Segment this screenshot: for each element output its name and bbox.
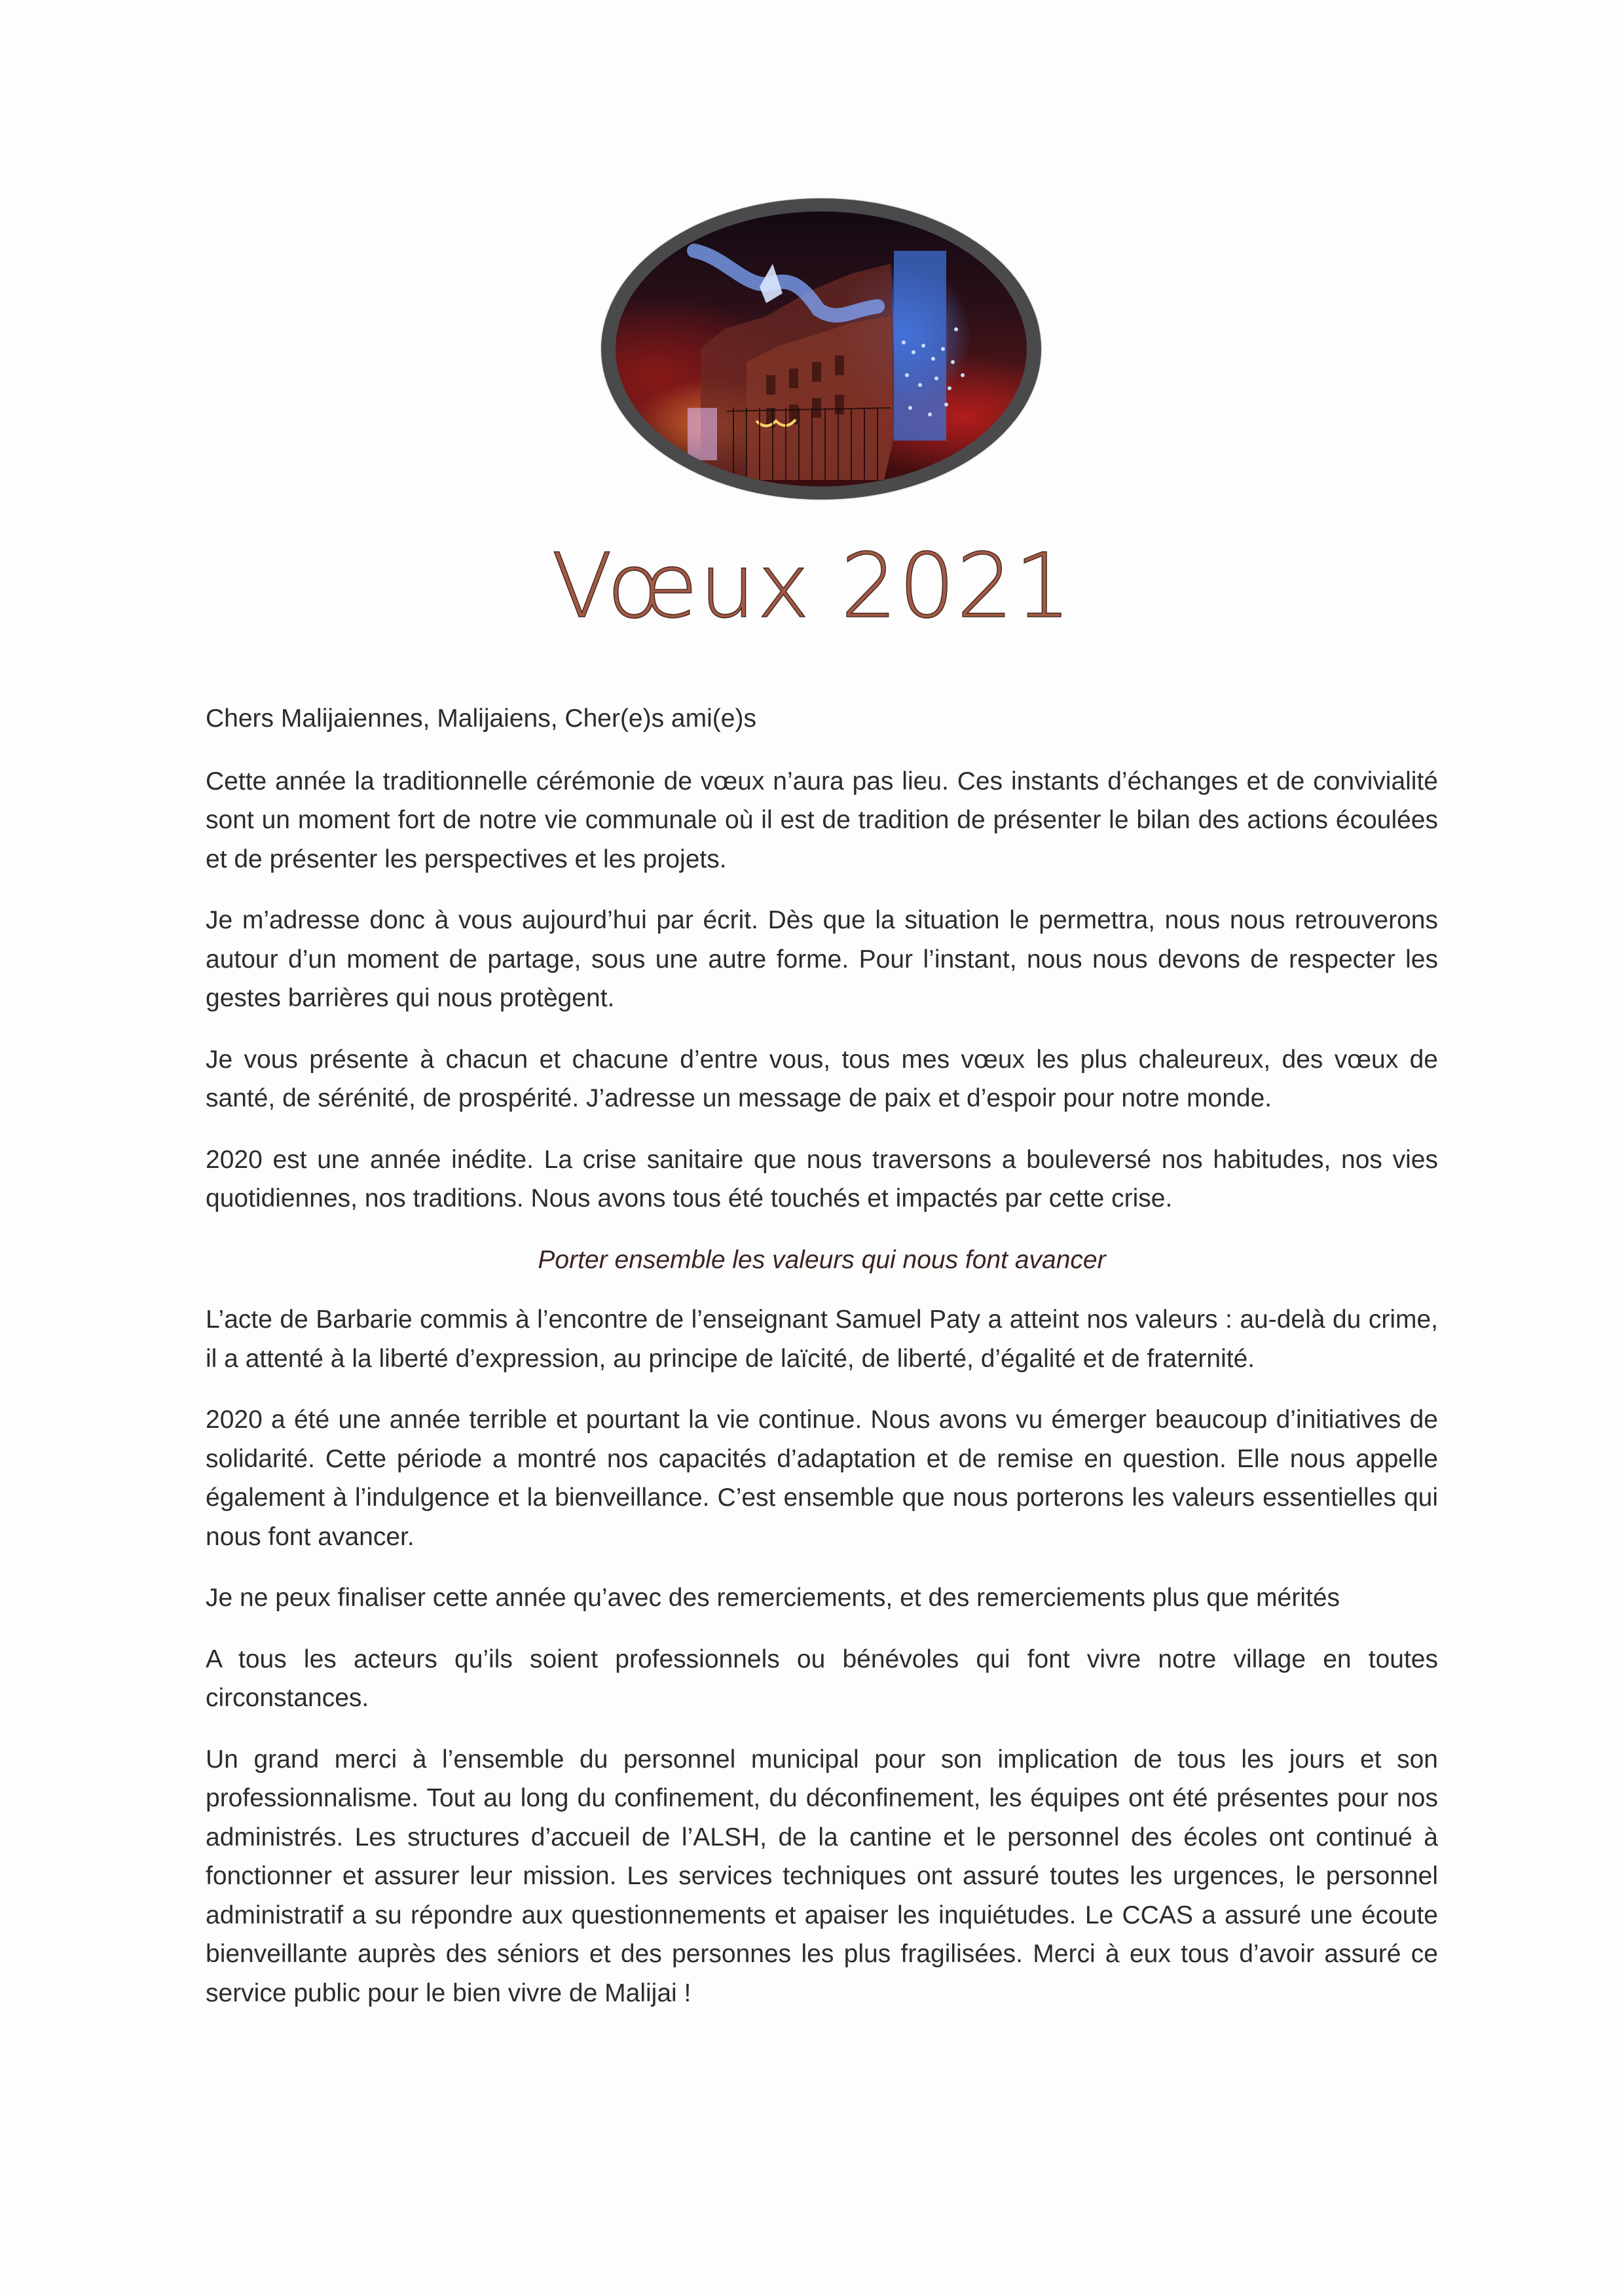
paragraph-written-address: Je m’adresse donc à vous aujourd’hui par écrit. Dès que la situation le permettra, nous nous retrouverons autour d’un moment de partage, sous une autre forme. Pour l’instant, nous nous devons de respecter les gestes barrières qui nous protègent. [206, 906, 1438, 1012]
star-ornament [760, 264, 783, 303]
paragraph-municipal-staff: Un grand merci à l’ensemble du personnel municipal pour son implication de tous les jours et son professionnalisme. Tout au long du confinement, du déconfinement, les équipes ont été présentes pour nos administrés. Les structures d’accueil de l’ALSH, de la cantine et le personnel des écoles ont continué à fonctionner et assurer leur mission. Les services techniques ont assuré toutes les urgences, le personnel administratif a su répondre aux questionnements et apaiser les inquiétudes. Le CCAS a assuré une écoute bienveillante auprès des séniors et des personnes les plus fragilisées. Merci à eux tous d’avoir assuré ce service public pour le bien vivre de Malijai ! [206, 1745, 1438, 2007]
section-subheading: Porter ensemble les valeurs qui nous font avancer [538, 1245, 1106, 1274]
paragraph-samuel-paty: L’acte de Barbarie commis à l’encontre de l’enseignant Samuel Paty a atteint nos valeurs : au-delà du crime, il a attenté à la liberté d’expression, au principe de laïcité, de liberté, d’égalité et de fraternité. [206, 1305, 1438, 1373]
paragraph-2020-unprecedented: 2020 est une année inédite. La crise sanitaire que nous traversons a bouleversé nos habitudes, nos vies quotidiennes, nos traditions. Nous avons tous été touchés et impactés par cette crise. [206, 1145, 1438, 1212]
paragraph-ceremony: Cette année la traditionnelle cérémonie de vœux n’aura pas lieu. Ces instants d’échanges et de convivialité sont un moment fort de notre vie communale où il est de tradition de présenter le bilan des actions écoulées et de présenter les perspectives et les projets. [206, 767, 1438, 873]
salutation: Chers Malijaiennes, Malijaiens, Cher(e)s ami(e)s [206, 704, 756, 733]
oval-photo-frame [601, 198, 1041, 500]
blue-lit-wall [894, 251, 946, 441]
letter-body [206, 699, 1438, 2035]
lit-display [688, 408, 717, 460]
town-hall-night-photo [616, 211, 1027, 486]
paragraph-solidarity: 2020 a été une année terrible et pourtant la vie continue. Nous avons vu émerger beaucoup d’initiatives de solidarité. Cette période a montré nos capacités d’adaptation et de remise en question. Elle nous appelle également à l’indulgence et la bienveillance. C’est ensemble que nous porterons les valeurs essentielles qui nous font avancer. [206, 1406, 1438, 1551]
page-title: Vœux 2021 [551, 535, 1073, 638]
photo-illustration [616, 211, 1027, 486]
paragraph-thanks-intro: Je ne peux finaliser cette année qu’avec des remerciements, et des remerciements plus que mérités [206, 1584, 1340, 1612]
paragraph-actors: A tous les acteurs qu’ils soient professionnels ou bénévoles qui font vivre notre village en toutes circonstances. [206, 1645, 1438, 1712]
paragraph-wishes: Je vous présente à chacun et chacune d’entre vous, tous mes vœux les plus chaleureux, des vœux de santé, de sérénité, de prospérité. J’adresse un message de paix et d’espoir pour notre monde. [206, 1045, 1438, 1112]
